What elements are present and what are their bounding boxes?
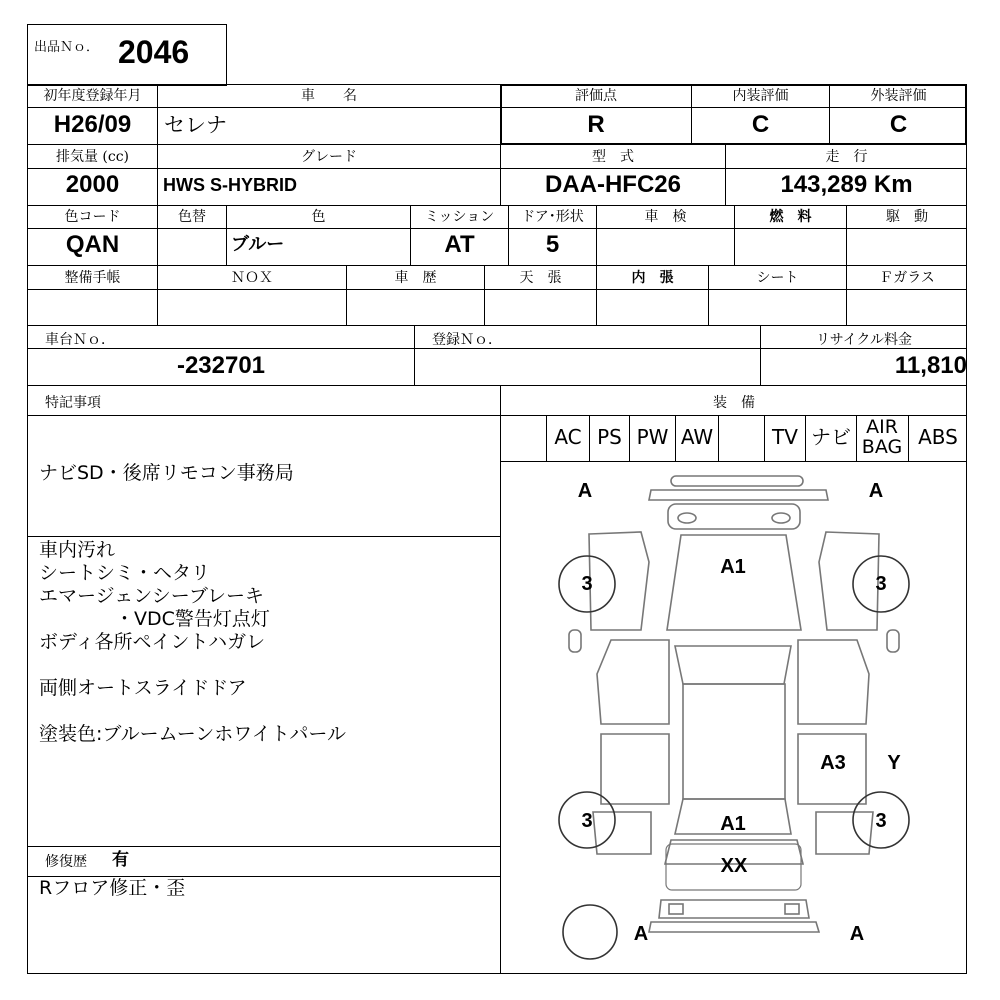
nox-label: ＮＯＸ <box>231 270 273 286</box>
left-mirror <box>569 630 581 652</box>
color-label: 色 <box>311 209 326 225</box>
drive-label: 駆 動 <box>886 209 928 225</box>
equipment-ps: PS <box>597 425 622 449</box>
mark-front-left: A <box>577 480 593 502</box>
history-label: 車 歴 <box>394 270 437 286</box>
inspection-label: 車 検 <box>644 209 687 225</box>
equipment-aw: AW <box>680 425 714 449</box>
repair-label: 修復歴 <box>45 854 87 870</box>
right-front-door <box>798 640 869 724</box>
mark-side-right: A3 <box>820 752 846 774</box>
interior-trim-label: 内 張 <box>631 270 674 286</box>
roof <box>683 684 785 799</box>
right-rear-fender <box>816 812 873 854</box>
note-line-7: 両側オートスライドドア <box>39 677 247 699</box>
recycle-value: 11,810 <box>894 352 967 379</box>
note-line-4: ・VDC警告灯点灯 <box>39 608 270 630</box>
door-value: 5 <box>545 231 560 258</box>
front-grille <box>668 504 800 529</box>
grade-value: HWS S-HYBRID <box>163 175 297 195</box>
note-line-3: エマージェンシーブレーキ <box>39 585 265 607</box>
right-mirror <box>887 630 899 652</box>
equipment-airbag: AIR BAG <box>861 416 903 458</box>
repair-detail: Rフロア修正・歪 <box>39 877 186 899</box>
hood <box>667 535 801 630</box>
interior-value: C <box>751 111 770 138</box>
chassis-value: -232701 <box>176 352 266 379</box>
rear-bumper <box>659 900 809 918</box>
reg-label: 初年度登録年月 <box>43 88 142 104</box>
mark-front-right: A <box>868 480 884 502</box>
windshield <box>675 646 791 684</box>
reg-value: H26/09 <box>53 111 132 138</box>
chassis-label: 車台Ｎｏ． <box>45 332 115 348</box>
exterior-label: 外装評価 <box>870 88 927 104</box>
front-bumper <box>649 490 828 500</box>
mileage-value: 143,289 Km <box>780 171 913 198</box>
mark-hood: A1 <box>720 556 746 578</box>
note-line-5: ボディ各所ペイントハガレ <box>39 631 266 653</box>
repair-value: 有 <box>112 850 129 870</box>
score-label: 評価点 <box>575 88 617 104</box>
fuel-label: 燃 料 <box>769 209 812 225</box>
lot-number: 2046 <box>118 34 190 70</box>
glass-label: Ｆガラス <box>879 270 935 286</box>
note-line-1: 車内汚れ <box>39 539 116 561</box>
grade-label: グレード <box>301 149 357 165</box>
color-change-label: 色替 <box>178 209 206 225</box>
front-bumper-top <box>671 476 803 486</box>
name-label: 車 名 <box>301 88 357 104</box>
roof-label: 天 張 <box>519 270 562 286</box>
color-value: ブルー <box>231 234 285 255</box>
car-diagram <box>501 462 966 973</box>
displacement-value: 2000 <box>65 171 120 198</box>
registration-label: 登録Ｎｏ． <box>432 332 502 348</box>
left-front-door <box>597 640 669 724</box>
mission-value: AT <box>444 231 475 258</box>
equipment-tv: TV <box>772 425 798 449</box>
mark-rear-left: A <box>633 923 649 945</box>
mark-tire-fr: 3 <box>875 573 887 595</box>
model-label: 型 式 <box>592 149 634 165</box>
equipment-ac: AC <box>554 425 582 449</box>
equipment-abs: ABS <box>918 425 958 449</box>
seat-label: シート <box>756 270 799 286</box>
mark-trunk: A1 <box>720 813 746 835</box>
equipment-label: 装 備 <box>713 395 755 411</box>
mark-tire-rr: 3 <box>875 810 887 832</box>
notes-top-line: ナビSD・後席リモコン事務局 <box>39 462 294 484</box>
model-value: DAA-HFC26 <box>544 171 681 198</box>
door-label: ドア･形状 <box>521 209 584 225</box>
mark-side-right-end: Y <box>887 752 901 774</box>
maintenance-label: 整備手帳 <box>64 270 121 286</box>
equipment-pw: PW <box>636 425 669 449</box>
spare-tire <box>563 905 617 959</box>
name-value: セレナ <box>164 113 227 137</box>
mission-label: ミッション <box>424 209 495 225</box>
mark-rear-right: A <box>849 923 865 945</box>
equipment-navi: ナビ <box>811 425 851 449</box>
mark-tire-rl: 3 <box>581 810 593 832</box>
lot-label: 出品Ｎｏ． <box>34 40 100 55</box>
color-code-value: QAN <box>65 231 120 258</box>
notes-label: 特記事項 <box>45 395 101 411</box>
note-line-9: 塗装色:ブルームーンホワイトパール <box>39 723 346 745</box>
mark-tire-fl: 3 <box>581 573 593 595</box>
note-line-2: シートシミ・ヘタリ <box>39 562 211 584</box>
color-code-label: 色コード <box>64 209 121 225</box>
displacement-label: 排気量 (cc) <box>55 149 130 165</box>
recycle-label: リサイクル料金 <box>815 332 913 348</box>
left-rear-door <box>601 734 669 804</box>
exterior-value: C <box>889 111 908 138</box>
mark-rear-bumper: XX <box>720 855 748 877</box>
mileage-label: 走 行 <box>825 149 868 165</box>
score-value: R <box>587 111 605 138</box>
interior-label: 内装評価 <box>732 88 789 104</box>
